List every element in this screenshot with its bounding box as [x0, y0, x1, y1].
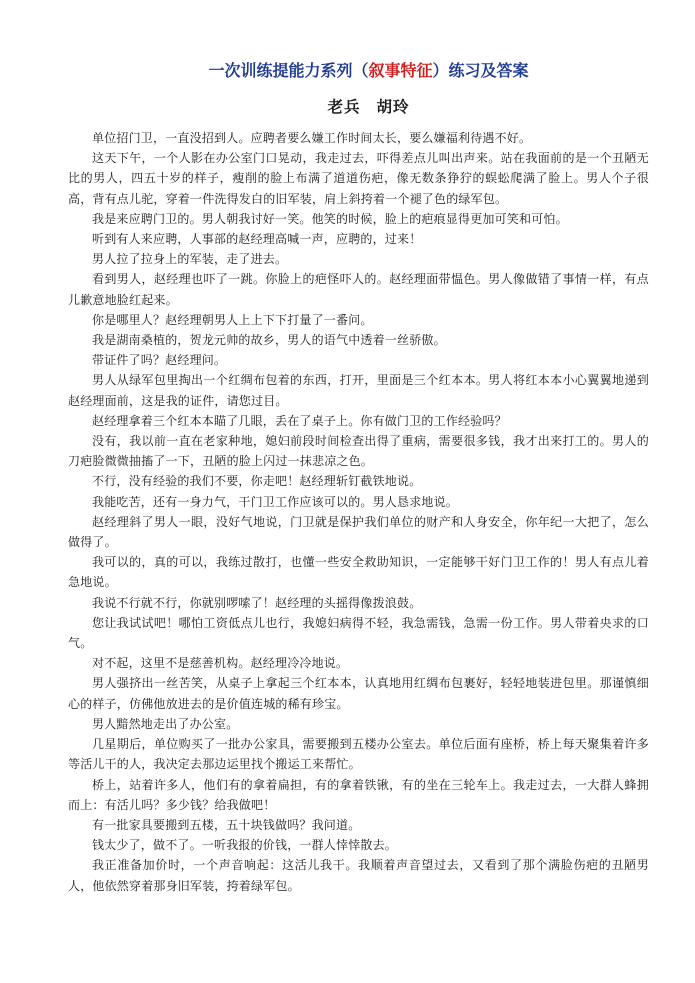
paragraph: 我说不行就不行，你就别啰嗦了！赵经理的头摇得像拨浪鼓。 [92, 595, 422, 610]
paragraph: 有一批家具要搬到五楼，五十块钱做吗？我问道。 [92, 817, 361, 832]
paragraph: 男人拉了拉身上的军装，走了进去。 [92, 252, 288, 267]
paragraph: 男人强挤出一丝苦笑，从桌子上拿起三个红本本，认真地用红绸布包裹好，轻轻地装进包里。那谨慎细心的样子，仿佛他放进去的是价值连城的稀有珍宝。 [68, 676, 649, 711]
author-name-1: 老兵 [327, 97, 361, 116]
paragraph: 男人从绿军包里掏出一个红绸布包着的东西，打开，里面是三个红本本。男人将红本本小心翼翼地递到赵经理面前，这是我的证件，请您过目。 [68, 373, 649, 408]
paragraph: 带证件了吗？赵经理问。 [92, 353, 227, 368]
paragraph: 不行，没有经验的我们不要，你走吧！赵经理斩钉截铁地说。 [92, 474, 422, 489]
title-highlight: 叙事特征 [368, 61, 433, 80]
paragraph: 我正准备加价时，一个声音响起：这活儿我干。我顺着声音望过去，又看到了那个满脸伤疤的丑陋男人，他依然穿着那身旧军装，挎着绿军包。 [68, 858, 649, 893]
paragraph: 这天下午，一个人影在办公室门口晃动，我走过去，吓得差点儿叫出声来。站在我面前的是一个丑陋无比的男人，四五十岁的样子，瘦削的脸上布满了道道伤疤，像无数条狰狞的蜈蚣爬满了脸上。男人个子很高，背有点儿驼，穿着一件洗得发白的旧军装，肩上斜挎着一个褪了色的绿军包。 [68, 151, 649, 206]
paragraph: 赵经理拿着三个红本本瞄了几眼，丢在了桌子上。你有做门卫的工作经验吗？ [92, 413, 507, 428]
title-prefix: 一次训练提能力系列（ [208, 61, 369, 80]
paragraph: 赵经理斜了男人一眼，没好气地说，门卫就是保护我们单位的财产和人身安全，你年纪一大把了，怎么做得了。 [68, 514, 649, 550]
paragraph: 几星期后，单位购买了一批办公家具，需要搬到五楼办公室去。单位后面有座桥，桥上每天聚集着许多等活儿干的人，我决定去那边运里找个搬运工来帮忙。 [68, 737, 649, 772]
paragraph: 我是来应聘门卫的。男人朝我讨好一笑。他笑的时候，脸上的疤痕显得更加可笑和可怕。 [92, 211, 568, 226]
paragraph: 没有，我以前一直在老家种地，媳妇前段时间检查出得了重病，需要很多钱，我才出来打工的。男人的刀疤脸微微抽搐了一下，丑陋的脸上闪过一抹悲凉之色。 [68, 434, 649, 469]
paragraph: 您让我试试吧！哪怕工资低点儿也行，我媳妇病得不轻，我急需钱，急需一份工作。男人带着央求的口气。 [68, 615, 649, 651]
paragraph: 男人黯然地走出了办公室。 [92, 716, 239, 731]
paragraph: 你是哪里人？赵经理朝男人上上下下打量了一番问。 [92, 312, 373, 327]
paragraph: 对不起，这里不是慈善机构。赵经理冷冷地说。 [92, 656, 349, 671]
paragraph: 桥上，站着许多人，他们有的拿着扁担，有的拿着铁锹，有的坐在三轮车上。我走过去，一大群人蜂拥而上：有活儿吗？多少钱？给我做吧！ [68, 777, 649, 812]
paragraph: 我可以的，真的可以，我练过散打，也懂一些安全救助知识，一定能够干好门卫工作的！男人有点儿着急地说。 [68, 555, 649, 590]
title-suffix: ）练习及答案 [432, 61, 529, 80]
paragraph: 单位招门卫，一直没招到人。应聘者要么嫌工作时间太长，要么嫌福利待遇不好。 [92, 131, 532, 145]
document-title [68, 60, 649, 82]
paragraph: 听到有人来应聘，人事部的赵经理高喊一声，应聘的，过来！ [92, 232, 422, 247]
story-body [68, 128, 649, 896]
paragraph: 看到男人，赵经理也吓了一跳。你脸上的疤怪吓人的。赵经理面带愠色。男人像做错了事情一样，有点儿歉意地脸红起来。 [68, 272, 649, 307]
paragraph: 钱太少了，做不了。一听我报的价钱，一群人悻悻散去。 [92, 838, 398, 853]
paragraph: 我是湖南桑植的，贺龙元帅的故乡，男人的语气中透着一丝骄傲。 [92, 333, 446, 348]
author-name-2: 胡玲 [376, 97, 410, 116]
author-byline [68, 96, 649, 118]
paragraph: 我能吃苦，还有一身力气，干门卫工作应该可以的。男人恳求地说。 [92, 494, 459, 509]
